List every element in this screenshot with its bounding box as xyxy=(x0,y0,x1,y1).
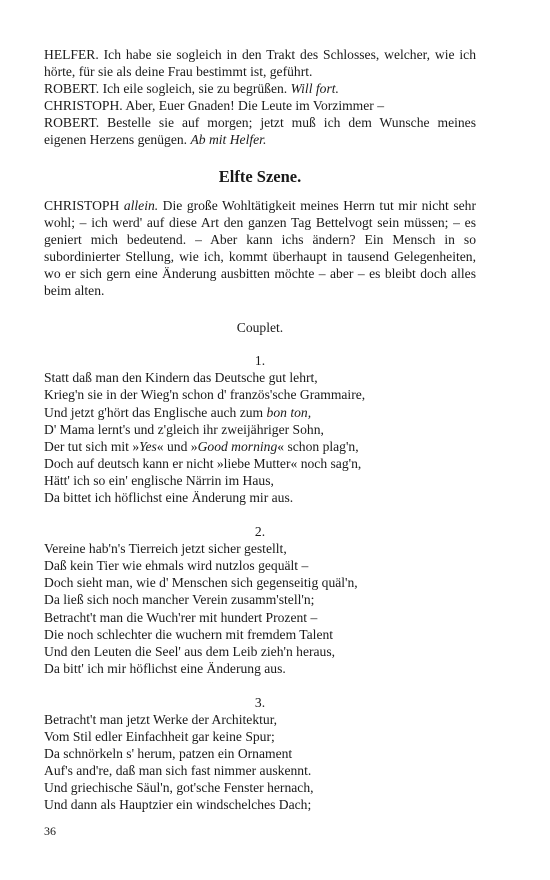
speech-text: Aber, Euer Gnaden! Die Leute im Vorzimmer – xyxy=(122,98,385,114)
verse-segment: Da bittet ich höflichst eine Änderung mir aus. xyxy=(44,489,294,505)
stanza-number: 2. xyxy=(254,524,266,540)
verse-segment: D' Mama lernt's und z'gleich ihr zweijähriger Sohn, xyxy=(44,421,324,437)
verse-line xyxy=(44,643,476,660)
verse-segment: Auf's and're, daß man sich fast nimmer auskennt. xyxy=(44,763,312,779)
verse-segment: Daß kein Tier wie ehmals wird nutzlos gequält – xyxy=(44,558,309,574)
verse-segment: Da schnörkeln s' herum, patzen ein Ornament xyxy=(44,746,293,762)
dialogue-block xyxy=(44,46,476,149)
verse-segment: Da bitt' ich mir höflichst eine Änderung aus. xyxy=(44,660,286,676)
verse-line xyxy=(44,762,476,779)
verse-line xyxy=(44,455,476,472)
speech-text: Ich eile sogleich, sie zu begrüßen. xyxy=(99,81,291,97)
speaker-name: CHRISTOPH xyxy=(44,197,120,213)
verse-segment: « und » xyxy=(156,438,198,454)
monologue-paragraph xyxy=(44,197,476,300)
verse-segment: Der tut sich mit » xyxy=(44,438,140,454)
verse-segment: « schon plag'n, xyxy=(277,438,359,454)
verse-line xyxy=(44,796,476,813)
verse-segment: Vereine hab'n's Tierreich jetzt sicher gestellt, xyxy=(44,541,287,557)
verse-line xyxy=(44,369,476,386)
verse-line xyxy=(44,745,476,762)
verse-line xyxy=(44,728,476,745)
verse-line xyxy=(44,626,476,643)
stanza xyxy=(44,523,476,677)
verse-segment: Und griechische Säul'n, got'sche Fenster hernach, xyxy=(44,780,314,796)
verse-segment: Krieg'n sie in der Wieg'n schon d' französ'sche Grammaire, xyxy=(44,387,366,403)
verse-segment: Doch auf deutsch kann er nicht »liebe Mutter« noch sag'n, xyxy=(44,455,362,471)
verse-segment: Und dann als Hauptzier ein windschelches Dach; xyxy=(44,797,312,813)
verse-segment: Betracht't man die Wuch'rer mit hundert Prozent – xyxy=(44,609,318,625)
verse-segment: Statt daß man den Kindern das Deutsche gut lehrt, xyxy=(44,370,318,386)
verse-line xyxy=(44,609,476,626)
verse-line xyxy=(44,557,476,574)
couplet-title: Couplet. xyxy=(236,320,284,336)
verse-line xyxy=(44,711,476,728)
dialogue-line-robert xyxy=(44,80,476,97)
verse-segment: Hätt' ich so ein' englische Närrin im Haus, xyxy=(44,472,274,488)
verse-segment: Doch sieht man, wie d' Menschen sich gegenseitig quäl'n, xyxy=(44,575,358,591)
verse-line xyxy=(44,660,476,677)
verse-line xyxy=(44,386,476,403)
scene-title: Elfte Szene. xyxy=(218,166,302,186)
dialogue-line-robert-2 xyxy=(44,114,476,148)
speech-text: Ich habe sie sogleich in den Trakt des Schlosses, welcher, wie ich hörte, für sie als deine Frau bestimmt ist, geführt. xyxy=(44,47,476,80)
verse-italic-segment: Yes xyxy=(139,438,157,454)
stage-direction: Will fort. xyxy=(290,81,339,97)
speech-text: Bestelle sie auf morgen; jetzt muß ich dem Wunsche meines eigenen Herzens genügen. xyxy=(44,115,476,148)
verse-line xyxy=(44,404,476,421)
verse-segment: Da ließ sich noch mancher Verein zusamm'stell'n; xyxy=(44,592,315,608)
verse-line xyxy=(44,591,476,608)
verse-italic-segment: bon ton, xyxy=(266,404,312,420)
monologue-text: Die große Wohltätigkeit meines Herrn tut mir nicht sehr wohl; – ich werd' auf diese Art den ganzen Tag Bettelvogt sein müssen; – es geniert mich bedeutend. – Aber kann ichs ändern? Ein Mensch in so subordinierter Stellung, wie ich, kommt überhaupt in tausend Gelegenheiten, wo er sich gern eine Änderung ausbitten möchte – aber – es bleibt doch alles beim alten. xyxy=(44,197,476,299)
verse-line xyxy=(44,421,476,438)
dialogue-line-helfer xyxy=(44,46,476,80)
book-page xyxy=(44,46,476,831)
page-number: 36 xyxy=(44,824,56,838)
verse-line xyxy=(44,438,476,455)
stage-direction: Ab mit Helfer. xyxy=(190,132,267,148)
speaker-name: ROBERT. xyxy=(44,81,100,97)
speaker-name: HELFER. xyxy=(44,47,99,62)
verse-segment: Und den Leuten die Seel' aus dem Leib zieh'n heraus, xyxy=(44,643,336,659)
dialogue-line-christoph xyxy=(44,97,476,114)
verse-line xyxy=(44,472,476,489)
verse-segment: Vom Stil edler Einfachheit gar keine Spur; xyxy=(44,729,275,745)
stanza xyxy=(44,694,476,814)
verse-line xyxy=(44,540,476,557)
verse-italic-segment: Good morning xyxy=(197,438,278,454)
stanza-number: 1. xyxy=(254,353,266,369)
stanza xyxy=(44,352,476,506)
verse-segment: Die noch schlechter die wuchern mit fremdem Talent xyxy=(44,626,334,642)
speaker-name: ROBERT. xyxy=(44,115,100,131)
speaker-name: CHRISTOPH. xyxy=(44,98,123,114)
stanza-number: 3. xyxy=(254,694,266,710)
verse-line xyxy=(44,489,476,506)
couplet-stanzas xyxy=(44,352,476,813)
verse-line xyxy=(44,574,476,591)
stage-direction: allein. xyxy=(123,197,159,213)
verse-line xyxy=(44,779,476,796)
verse-segment: Und jetzt g'hört das Englische auch zum xyxy=(44,404,267,420)
verse-segment: Betracht't man jetzt Werke der Architektur, xyxy=(44,712,278,727)
